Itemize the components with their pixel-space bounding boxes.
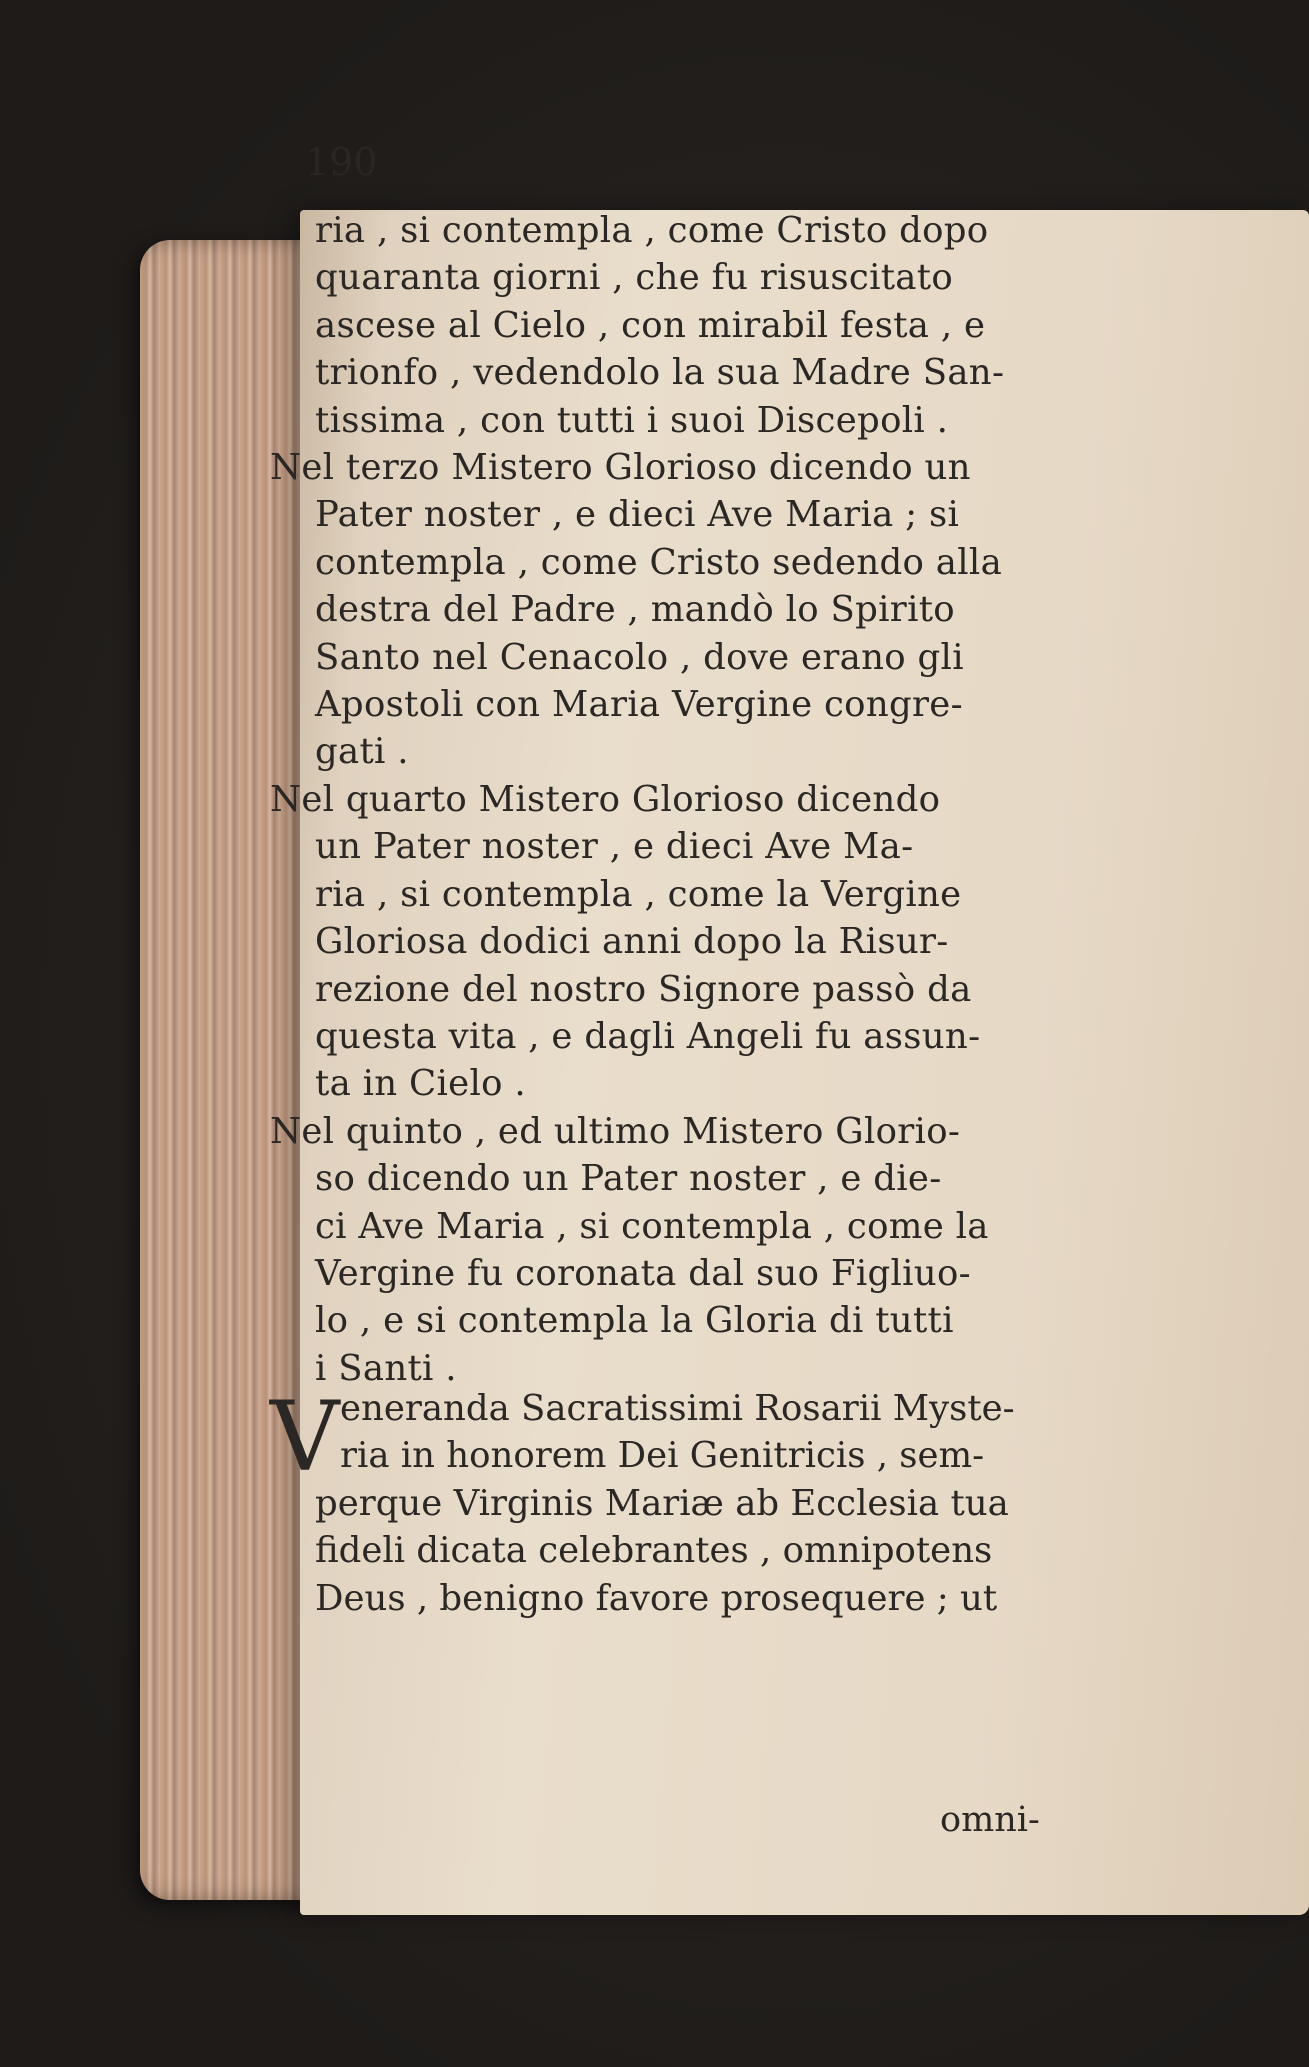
text-line: Nel terzo Mistero Glorioso dicendo un — [270, 447, 971, 489]
text-line: destra del Padre , mandò lo Spirito — [315, 589, 955, 631]
paragraph-1 — [270, 207, 1005, 444]
text-line: ria , si contempla , come Cristo dopo — [315, 210, 989, 251]
text-line: Nel quarto Mistero Glorioso dicendo — [270, 778, 941, 820]
text-line: Pater noster , e dieci Ave Maria ; si — [315, 494, 960, 536]
text-line: lo , e si contempla la Gloria di tutti — [315, 1300, 954, 1342]
text-line: i Santi . — [315, 1347, 457, 1389]
text-line: ci Ave Maria , si contempla , come la — [315, 1205, 989, 1247]
text-line: Apostoli con Maria Vergine congre- — [315, 684, 963, 726]
text-line: fideli dicata celebrantes , omnipotens — [315, 1530, 993, 1572]
catchword: omni- — [940, 1800, 1040, 1840]
text-line: tissima , con tutti i suoi Discepoli . — [315, 399, 949, 441]
text-line: Nel quinto , ed ultimo Mistero Glorio- — [270, 1110, 961, 1152]
text-line: un Pater noster , e dieci Ave Ma- — [315, 826, 914, 868]
text-line: gati . — [315, 731, 409, 773]
drop-cap: V — [270, 1381, 340, 1493]
text-line: rezione del nostro Signore passò da — [315, 968, 972, 1010]
paragraph-3 — [270, 776, 981, 1108]
latin-prayer — [270, 1381, 1015, 1622]
text-line: quaranta giorni , che fu risuscitato — [315, 257, 954, 299]
text-line: Deus , benigno favore prosequere ; ut — [315, 1577, 998, 1619]
text-line: ta in Cielo . — [315, 1063, 526, 1105]
body-text — [270, 165, 1005, 1392]
text-line: Gloriosa dodici anni dopo la Risur- — [315, 921, 949, 963]
paragraph-2 — [270, 444, 1003, 776]
text-line: perque Virginis Mariæ ab Ecclesia tua — [315, 1482, 1009, 1524]
text-line: ria , si contempla , come la Vergine — [315, 873, 962, 915]
text-line: contempla , come Cristo sedendo alla — [315, 541, 1003, 583]
text-line: eneranda Sacratissimi Rosarii Myste- — [340, 1388, 1015, 1429]
paragraph-4 — [270, 1108, 989, 1392]
text-line: ascese al Cielo , con mirabil festa , e — [315, 304, 986, 346]
text-line: trionfo , vedendolo la sua Madre San- — [315, 352, 1005, 394]
page-number: 190 — [305, 140, 378, 184]
text-line: Santo nel Cenacolo , dove erano gli — [315, 636, 964, 678]
text-line: ria in honorem Dei Genitricis , sem- — [340, 1435, 985, 1477]
text-line: so dicendo un Pater noster , e die- — [315, 1158, 942, 1200]
text-line: Vergine fu coronata dal suo Figliuo- — [315, 1252, 971, 1294]
text-line: questa vita , e dagli Angeli fu assun- — [315, 1015, 981, 1057]
